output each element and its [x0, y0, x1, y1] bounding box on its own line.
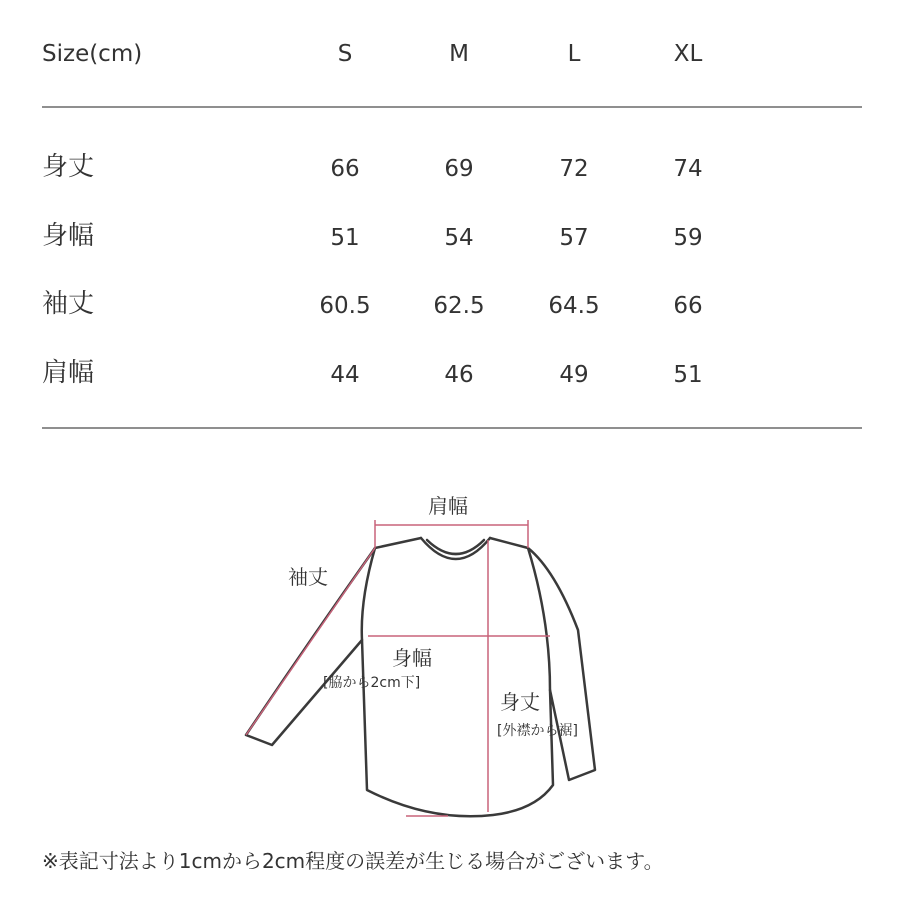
- cell-sleeve-s: 60.5: [319, 293, 371, 319]
- sleeve-label: 袖丈: [288, 565, 328, 589]
- cell-width-l: 57: [559, 225, 589, 251]
- size-col-m: M: [449, 41, 469, 67]
- shoulder-label: 肩幅: [428, 494, 468, 518]
- width-label: 身幅: [392, 646, 432, 670]
- cell-width-s: 51: [330, 225, 360, 251]
- size-col-l: L: [567, 41, 581, 67]
- length-label: 身丈: [500, 690, 540, 714]
- cell-sleeve-l: 64.5: [548, 293, 600, 319]
- footnote: ※表記寸法より1cmから2cm程度の誤差が生じる場合がございます。: [42, 849, 664, 873]
- size-col-xl: XL: [673, 41, 703, 67]
- size-header: Size(cm): [42, 41, 143, 67]
- width-note: [脇から2cm下]: [323, 675, 421, 691]
- row-label-sleeve: 袖丈: [42, 289, 95, 319]
- cell-width-m: 54: [444, 225, 474, 251]
- cell-length-m: 69: [444, 156, 474, 182]
- cell-sleeve-xl: 66: [673, 293, 703, 319]
- row-label-width: 身幅: [42, 221, 95, 251]
- size-col-s: S: [337, 41, 353, 67]
- row-label-length: 身丈: [42, 152, 95, 182]
- cell-width-xl: 59: [673, 225, 703, 251]
- cell-length-s: 66: [330, 156, 360, 182]
- cell-length-l: 72: [559, 156, 589, 182]
- cell-length-xl: 74: [673, 156, 703, 182]
- cell-shoulder-l: 49: [559, 362, 589, 388]
- cell-shoulder-s: 44: [330, 362, 360, 388]
- cell-shoulder-m: 46: [444, 362, 474, 388]
- cell-shoulder-xl: 51: [673, 362, 703, 388]
- length-note: [外襟から裾]: [497, 723, 578, 739]
- cell-sleeve-m: 62.5: [433, 293, 485, 319]
- row-label-shoulder: 肩幅: [42, 358, 95, 388]
